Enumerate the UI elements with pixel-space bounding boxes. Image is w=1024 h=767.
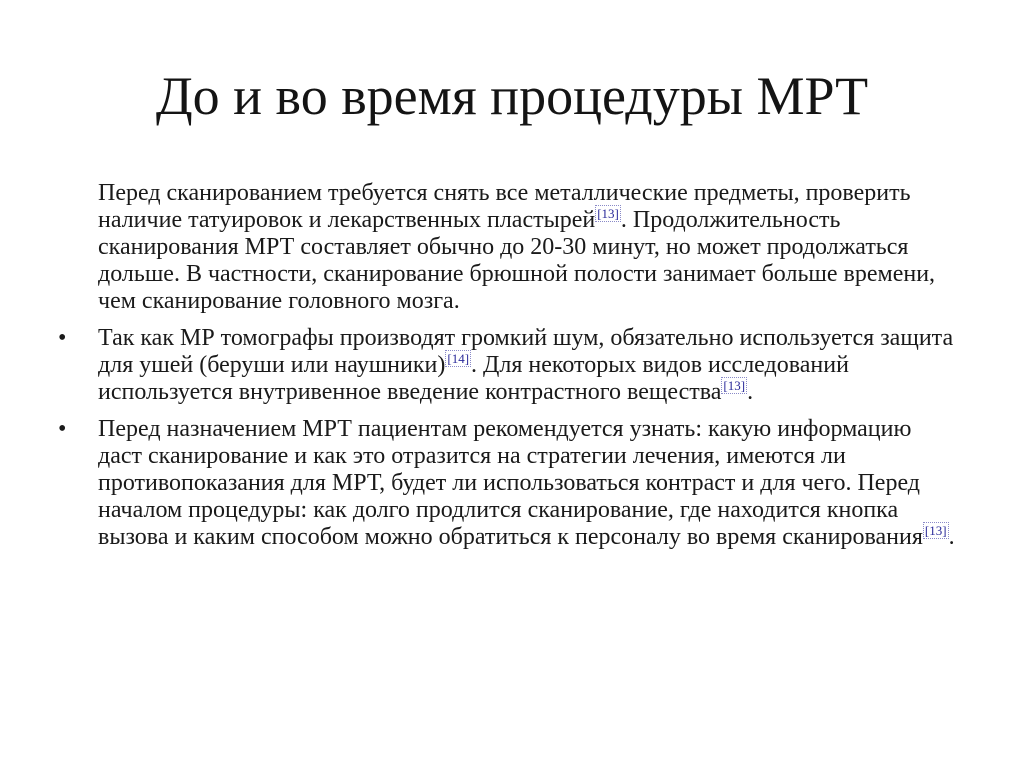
paragraph-text: . Продолжительность сканирования МРТ составляет обычно до 20-30 минут, но может продолжаться дольше. В частности, сканирование брюшной полости занимает больше времени, чем сканирование головного мозга.	[98, 207, 936, 314]
bullet-marker: •	[58, 325, 67, 351]
paragraph-noise-protection	[58, 325, 958, 406]
paragraph-text: .	[948, 524, 955, 550]
reference-link[interactable]: [14]	[447, 351, 470, 366]
paragraph-text: Так как МР томографы производят громкий шум, обязательно используется защита для ушей (беруши или наушники)	[98, 325, 954, 378]
reference-link[interactable]: [13]	[723, 378, 746, 393]
slide-body	[58, 180, 958, 561]
paragraph-text: Перед назначением МРТ пациентам рекомендуется узнать: какую информацию даст сканирование и как это отразится на стратегии лечения, имеются ли противопоказания для МРТ, будет ли использоваться контраст и для чего. Перед началом процедуры: как долго продлится сканирование, где находится кнопка вызова и каким способом можно обратиться к персоналу во время сканирования	[98, 416, 923, 550]
paragraph-text: .	[747, 379, 754, 405]
paragraph-text: . Для некоторых видов исследований используется внутривенное введение контрастного вещества	[98, 352, 849, 405]
paragraph-preparation	[58, 180, 958, 315]
reference-link[interactable]: [13]	[597, 206, 619, 221]
slide-title: До и во время процедуры МРТ	[155, 66, 869, 126]
paragraph-text: Перед сканированием требуется снять все металлические предметы, проверить наличие татуировок и лекарственных пластырей	[98, 180, 911, 233]
bullet-marker: •	[58, 416, 67, 442]
paragraph-before-appointment	[58, 416, 958, 551]
reference-link[interactable]: [13]	[924, 523, 947, 538]
